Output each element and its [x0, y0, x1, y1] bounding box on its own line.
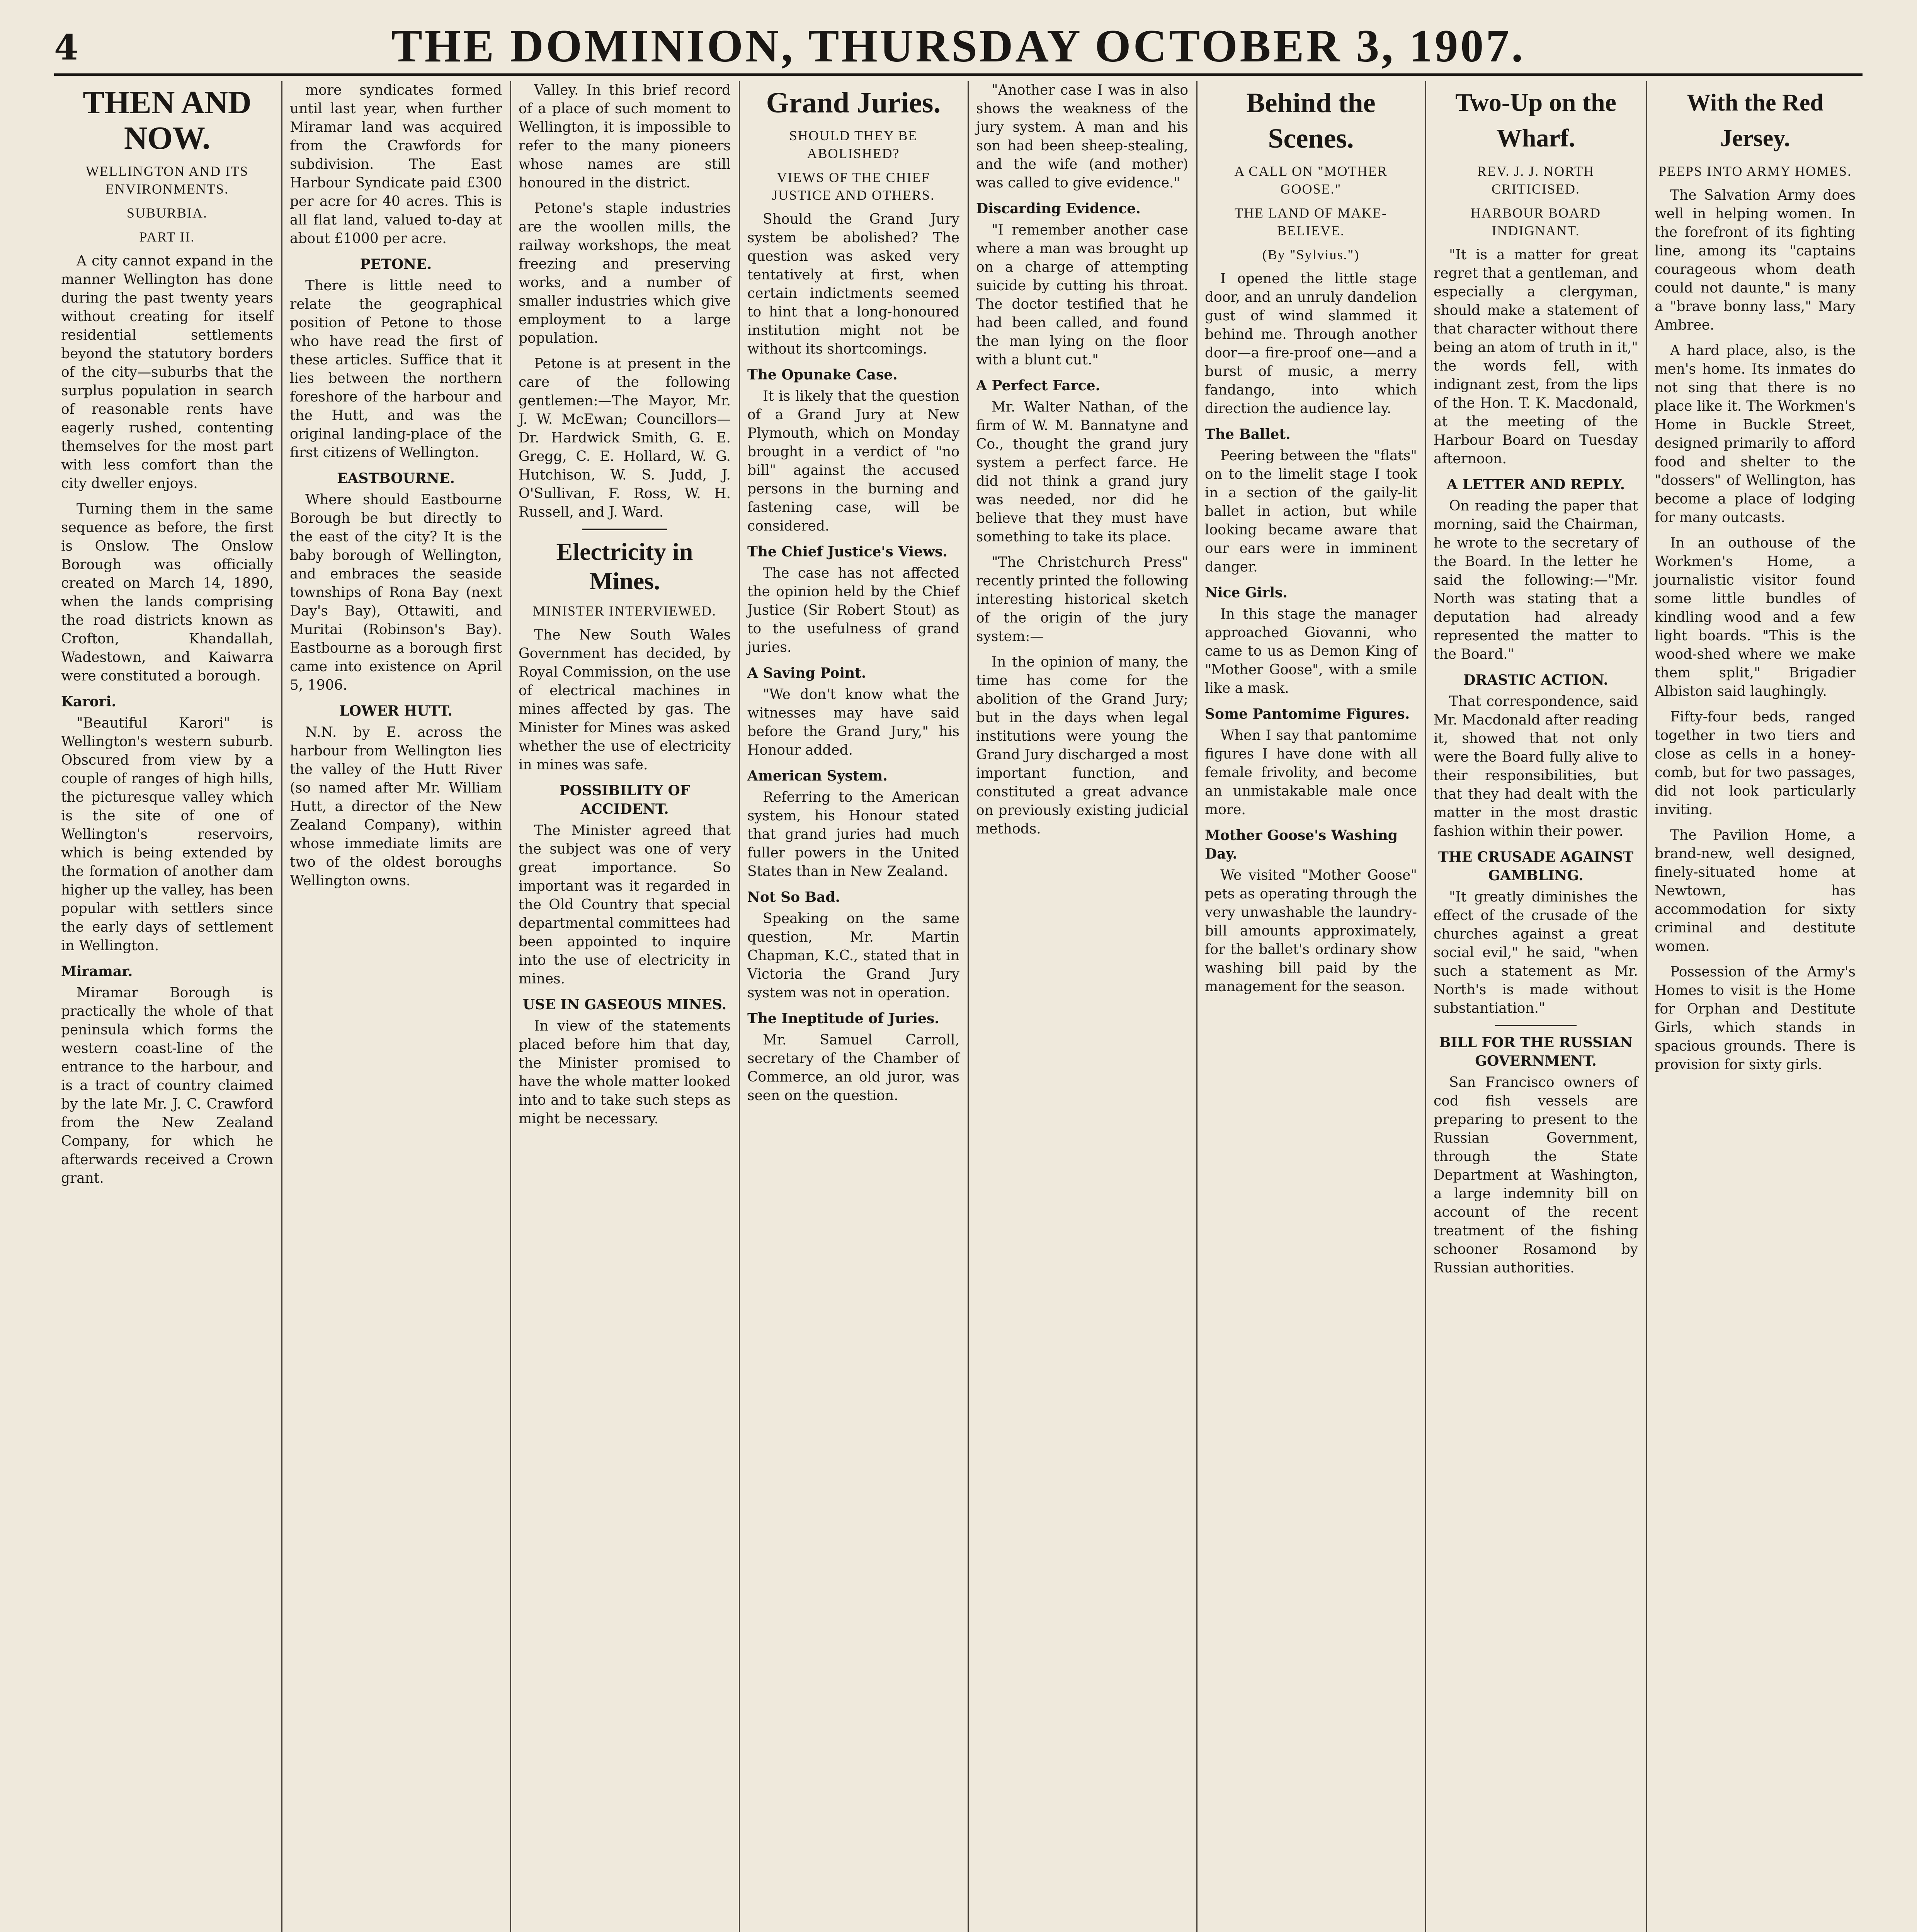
- section-heading: Not So Bad.: [747, 889, 840, 905]
- section-heading: EASTBOURNE.: [337, 470, 455, 486]
- paragraph: In an outhouse of the Workmen's Home, a journalistic visitor found some little bundles of kindling wood and a few light boards. "This is the wood-shed where we make them split," Brigadier Albiston said laughingly.: [1655, 535, 1856, 699]
- column-rule: [510, 81, 511, 1932]
- column-8-with-the-red-jersey: [1648, 81, 1863, 1932]
- section-heading: PETONE.: [360, 256, 432, 272]
- byline: (By "Sylvius."): [1262, 247, 1360, 262]
- section-heading: The Ballet.: [1205, 426, 1291, 442]
- paragraph: N.N. by E. across the harbour from Wellington lies the valley of the Hutt River (so named after Mr. William Hutt, a director of the New Zealand Company), within whose immediate limits are two of the oldest boroughs Wellington owns.: [290, 724, 502, 889]
- column-3: [512, 81, 738, 1932]
- section-heading: American System.: [747, 768, 888, 784]
- section-heading: A LETTER AND REPLY.: [1446, 476, 1625, 493]
- article-subheading: PEEPS INTO ARMY HOMES.: [1658, 163, 1852, 179]
- column-rule: [1425, 81, 1426, 1932]
- paragraph: On reading the paper that morning, said the Chairman, he wrote to the secretary of the Board. In the letter he said the following:—"Mr. North was stating that a deputation had already represented the matter to the Board.": [1434, 498, 1638, 662]
- paragraph: A hard place, also, is the men's home. Its inmates do not sing that there is no place like it. The Workmen's Home in Buckle Street, designed primarily to afford food and shelter to the "dossers" of Wellington, has become a place of lodging for many outcasts.: [1655, 343, 1856, 526]
- column-rule: [1646, 81, 1647, 1932]
- paragraph: Mr. Samuel Carroll, secretary of the Chamber of Commerce, an old juror, was seen on the question.: [747, 1032, 959, 1104]
- article-subheading: VIEWS OF THE CHIEF JUSTICE AND OTHERS.: [772, 170, 935, 203]
- article-heading: Two-Up on the Wharf.: [1455, 88, 1616, 152]
- article-heading: Behind the Scenes.: [1246, 87, 1376, 154]
- section-heading: The Opunake Case.: [747, 367, 898, 383]
- article-divider: [582, 529, 667, 530]
- paragraph: When I say that pantomime figures I have done with all female frivolity, and become an unmistakable male once more.: [1205, 728, 1417, 818]
- paragraph: Miramar Borough is practically the whole of that peninsula which forms the western coast-line of the entrance to the harbour, and is a tract of country claimed by the late Mr. J. C. Crawford from the New Zealand Company, for which he afterwards received a Crown grant.: [61, 985, 273, 1186]
- article-subheading: REV. J. J. NORTH CRITICISED.: [1477, 163, 1595, 197]
- section-heading: Miramar.: [61, 963, 133, 980]
- section-heading: The Ineptitude of Juries.: [747, 1010, 939, 1027]
- paragraph: The Pavilion Home, a brand-new, well designed, finely-situated home at Newtown, has accommodation for sixty criminal and destitute women.: [1655, 827, 1856, 954]
- column-rule: [281, 81, 282, 1932]
- paragraph: "The Christchurch Press" recently printed the following interesting historical sketch of the origin of the jury system:—: [976, 554, 1188, 645]
- article-subheading: A CALL ON "MOTHER GOOSE.": [1234, 163, 1388, 197]
- section-heading: A Perfect Farce.: [976, 378, 1101, 394]
- paragraph: A city cannot expand in the manner Wellington has done during the past twenty years without creating for itself residential settlements beyond the statutory borders of the city—suburbs that the surplus population in search of reasonable rents have eagerly rushed, contenting themselves for the most part with less comfort than the city dweller enjoys.: [61, 253, 273, 492]
- masthead-rule: [54, 73, 1863, 76]
- paragraph: The case has not affected the opinion held by the Chief Justice (Sir Robert Stout) as to the usefulness of grand juries.: [747, 565, 959, 655]
- newspaper-title: THE DOMINION, THURSDAY OCTOBER 3, 1907.: [391, 20, 1526, 71]
- article-heading: Grand Juries.: [766, 87, 941, 119]
- paragraph: "It is a matter for great regret that a gentleman, and especially a clergyman, should make a statement of that character without there being an atom of truth in it," the words fell, with indignant zest, from the lips of the Hon. T. K. Macdonald, at the meeting of the Harbour Board on Tuesday afternoon.: [1434, 247, 1638, 467]
- section-heading: Discarding Evidence.: [976, 201, 1141, 217]
- paragraph: Petone is at present in the care of the following gentlemen:—The Mayor, Mr. J. W. McEwan; Councillors—Dr. Hardwick Smith, G. E. Gregg, C. E. Hollard, W. G. Hutchison, W. S. Judd, J. O'Sullivan, F. Ross, W. H. Russell, and J. Ward.: [519, 356, 731, 520]
- masthead: [54, 19, 1863, 70]
- paragraph: Speaking on the same question, Mr. Martin Chapman, K.C., stated that in Victoria the Grand Jury system was not in operation.: [747, 911, 959, 1001]
- section-heading: The Chief Justice's Views.: [747, 544, 947, 560]
- column-rule: [739, 81, 740, 1932]
- paragraph: more syndicates formed until last year, when further Miramar land was acquired from the Crawfords for subdivision. The East Harbour Syndicate paid £300 per acre for 40 acres. This is all flat land, valued to-day at about £1000 per acre.: [290, 82, 502, 247]
- paragraph: Valley. In this brief record of a place of such moment to Wellington, it is impossible to refer to the many pioneers whose names are still honoured in the district.: [519, 82, 731, 191]
- paragraph: Referring to the American system, his Honour stated that grand juries had much fuller powers in the United States than in New Zealand.: [747, 789, 959, 879]
- section-heading: THE CRUSADE AGAINST GAMBLING.: [1438, 849, 1633, 884]
- column-7-two-up-on-the-wharf: [1427, 81, 1645, 1932]
- section-heading: USE IN GASEOUS MINES.: [522, 997, 727, 1013]
- paragraph: "Beautiful Karori" is Wellington's western suburb. Obscured from view by a couple of ranges of high hills, the picturesque valley which is the site of one of Wellington's reservoirs, which is being extended by the formation of another dam higher up the valley, has been popular with settlers since the early days of settlement in Wellington.: [61, 715, 273, 954]
- paragraph: "Another case I was in also shows the weakness of the jury system. A man and his son had been sheep-stealing, and the wife (and mother) was called to give evidence.": [976, 82, 1188, 191]
- paragraph: Mr. Walter Nathan, of the firm of W. M. Bannatyne and Co., thought the grand jury system a perfect farce. He did not think a grand jury was needed, nor did he believe that they must have something to take its place.: [976, 399, 1188, 545]
- paragraph: The New South Wales Government has decided, by Royal Commission, on the use of electrical machines in mines affected by gas. The Minister for Mines was asked whether the use of electricity in mines was safe.: [519, 627, 731, 773]
- column-5: [969, 81, 1195, 1932]
- column-4-grand-juries: [740, 81, 966, 1932]
- section-heading: Karori.: [61, 694, 116, 710]
- paragraph: "We don't know what the witnesses may have said before the Grand Jury," his Honour added.: [747, 687, 959, 758]
- article-subheading: HARBOUR BOARD INDIGNANT.: [1470, 205, 1601, 238]
- paragraph: Fifty-four beds, ranged together in two tiers and close as cells in a honey-comb, but for two passages, did not look particularly inviting.: [1655, 709, 1856, 818]
- column-rule: [968, 81, 969, 1932]
- paragraph: I opened the little stage door, and an unruly dandelion gust of wind slammed it behind me. Through another door—a fire-proof one—and a burst of music, a merry fandango, into which direction the audience lay.: [1205, 271, 1417, 417]
- article-subheading: THE LAND OF MAKE-BELIEVE.: [1235, 205, 1387, 238]
- column-1-then-and-now: [54, 81, 280, 1932]
- section-heading: BILL FOR THE RUSSIAN GOVERNMENT.: [1439, 1034, 1633, 1069]
- page-number: 4: [54, 27, 78, 68]
- paragraph: In the opinion of many, the time has come for the abolition of the Grand Jury; but in the days when legal institutions were young the Grand Jury discharged a most important function, and constituted a great advance on previously existing judicial methods.: [976, 654, 1188, 837]
- section-heading: Some Pantomime Figures.: [1205, 706, 1410, 722]
- section-heading: Nice Girls.: [1205, 585, 1288, 601]
- paragraph: "I remember another case where a man was brought up on a charge of attempting suicide by cutting his throat. The doctor testified that he had been called, and found the man lying on the floor with a blunt cut.": [976, 222, 1188, 368]
- section-heading: POSSIBILITY OF ACCIDENT.: [559, 782, 690, 817]
- section-heading: LOWER HUTT.: [339, 703, 452, 719]
- section-heading: Mother Goose's Washing Day.: [1205, 827, 1398, 862]
- column-rule: [1196, 81, 1197, 1932]
- paragraph: Peering between the "flats" on to the limelit stage I took in a section of the gaily-lit ballet in action, but while looking became aware that our ears were in imminent danger.: [1205, 448, 1417, 575]
- paragraph: There is little need to relate the geographical position of Petone to those who have read the first of these articles. Suffice that it lies between the northern foreshore of the harbour and the Hutt, and was the original landing-place of the first citizens of Wellington.: [290, 278, 502, 461]
- paragraph: San Francisco owners of cod fish vessels are preparing to present to the Russian Government, through the State Department at Washington, a large indemnity bill on account of the recent treatment of the fishing schooner Rosamond by Russian authorities.: [1434, 1075, 1638, 1276]
- column-2: [283, 81, 509, 1932]
- article-heading: With the Red Jersey.: [1687, 90, 1823, 151]
- section-heading: DRASTIC ACTION.: [1463, 672, 1608, 688]
- paragraph: In this stage the manager approached Giovanni, who came to us as Demon King of "Mother Goose", with a smile like a mask.: [1205, 606, 1417, 696]
- article-subheading: MINISTER INTERVIEWED.: [532, 603, 717, 619]
- paragraph: That correspondence, said Mr. Macdonald after reading it, showed that not only were the Board fully alive to their responsibilities, but that they had dealt with the matter in the most drastic fashion within their power.: [1434, 694, 1638, 839]
- paragraph: Turning them in the same sequence as before, the first is Onslow. The Onslow Borough was officially created on March 14, 1890, when the lands comprising the road districts known as Crofton, Khandallah, Wadestown, and Kaiwarra were constituted a borough.: [61, 501, 273, 684]
- article-heading: Electricity in Mines.: [556, 538, 693, 595]
- paragraph: We visited "Mother Goose" pets as operating through the very unwashable the laundry-bill amounts approximately, for the ballet's ordinary show washing bill paid by the management for the season.: [1205, 867, 1417, 995]
- paragraph: In view of the statements placed before him that day, the Minister promised to have the whole matter looked into and to take such steps as might be necessary.: [519, 1018, 731, 1127]
- paragraph: It is likely that the question of a Grand Jury at New Plymouth, which on Monday brought in a verdict of "no bill" against the accused persons in the burning and fastening case, will be considered.: [747, 388, 959, 534]
- paragraph: Possession of the Army's Homes to visit is the Home for Orphan and Destitute Girls, which stands in spacious grounds. There is provision for sixty girls.: [1655, 964, 1856, 1073]
- article-heading: THEN AND NOW.: [83, 85, 252, 156]
- paragraph: The Salvation Army does well in helping women. In the forefront of its fighting line, among its "captains courageous whom death could not daunte," is many a "brave bonny lass," Mary Ambree.: [1655, 187, 1856, 333]
- column-6-behind-the-scenes: [1198, 81, 1424, 1932]
- section-heading: A Saving Point.: [747, 665, 866, 681]
- paragraph: Where should Eastbourne Borough be but directly to the east of the city? It is the baby borough of Wellington, and embraces the seaside townships of Rona Bay (next Day's Bay), Ottawiti, and Muritai (Robinson's Bay). Eastbourne as a borough first came into existence on April 5, 1906.: [290, 492, 502, 693]
- paragraph: Petone's staple industries are the woollen mills, the railway workshops, the meat freezing and preserving works, and a number of smaller industries which give employment to a large population.: [519, 201, 731, 346]
- article-subheading: PART II.: [139, 229, 195, 245]
- paragraph: Should the Grand Jury system be abolished? The question was asked very tentatively at first, when certain indictments seemed to hint that a long-honoured institution might not be without its shortcomings.: [747, 211, 959, 357]
- article-divider: [1495, 1025, 1577, 1026]
- paragraph: "It greatly diminishes the effect of the crusade of the churches against a great social evil," he said, "when such a statement as Mr. North's is made without substantiation.": [1434, 889, 1638, 1016]
- paragraph: The Minister agreed that the subject was one of very great importance. So important was it regarded in the Old Country that special departmental committees had been appointed to inquire into the use of electricity in mines.: [519, 823, 731, 987]
- article-subheading: WELLINGTON AND ITS ENVIRONMENTS.: [85, 163, 249, 197]
- article-subheading: SUBURBIA.: [126, 205, 208, 221]
- article-subheading: SHOULD THEY BE ABOLISHED?: [789, 128, 918, 161]
